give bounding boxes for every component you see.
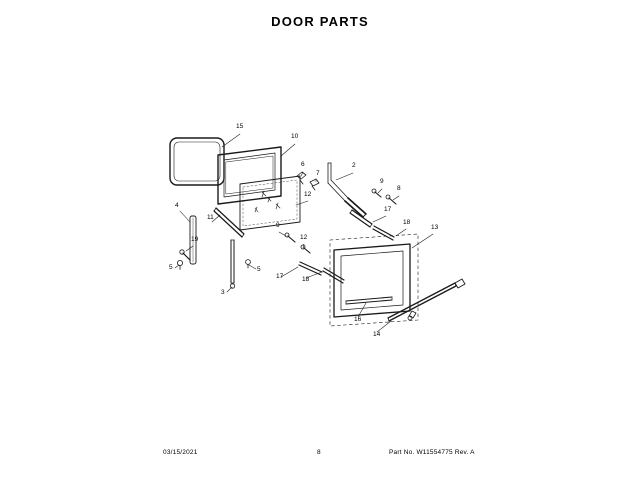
callout-15: 15 bbox=[236, 123, 244, 130]
callout-5-right: 5 bbox=[257, 266, 261, 273]
callout-19: 19 bbox=[191, 236, 199, 243]
callout-16: 16 bbox=[354, 316, 362, 323]
part-18-hinge-arm-upper bbox=[373, 226, 394, 240]
part-2-handle-rod bbox=[328, 163, 366, 217]
callout-17-top: 17 bbox=[384, 206, 392, 213]
callout-4: 4 bbox=[175, 202, 179, 209]
callout-7: 7 bbox=[316, 170, 320, 177]
callout-11: 11 bbox=[207, 214, 214, 221]
part-3-vertical-rod bbox=[230, 240, 234, 288]
callout-2: 2 bbox=[352, 162, 356, 169]
part-14-lower-bar bbox=[388, 279, 465, 321]
part-7-clip bbox=[310, 179, 319, 190]
callout-8: 8 bbox=[397, 185, 401, 192]
part-19-hinge-pin-left bbox=[180, 250, 190, 260]
callout-18-top: 18 bbox=[403, 219, 411, 226]
callout-18-bottom: 18 bbox=[302, 276, 310, 283]
part-6-clip bbox=[297, 172, 306, 184]
part-5-screw-left bbox=[177, 260, 182, 269]
footer-date: 03/15/2021 bbox=[163, 449, 198, 456]
callout-14: 14 bbox=[373, 331, 381, 338]
part-12-fastener-lower bbox=[301, 245, 310, 253]
part-16-lower-trim bbox=[346, 297, 392, 304]
part-5-screw-right bbox=[246, 260, 251, 268]
page-title: DOOR PARTS bbox=[271, 14, 369, 29]
callout-5-left: 5 bbox=[169, 264, 173, 271]
part-15-outer-panel bbox=[170, 138, 224, 185]
part-17-hinge-arm-upper bbox=[350, 210, 372, 227]
part-10-door-frame bbox=[218, 147, 281, 204]
callout-12-bottom: 12 bbox=[300, 234, 308, 241]
callout-17-bottom: 17 bbox=[276, 273, 284, 280]
part-11-gasket-strip bbox=[214, 208, 244, 237]
callout-9-top: 9 bbox=[380, 178, 384, 185]
footer-part-number: Part No. W11554775 Rev. A bbox=[389, 449, 475, 456]
part-9-fastener-upper bbox=[372, 189, 381, 197]
footer-page-number: 8 bbox=[317, 449, 321, 456]
callout-10: 10 bbox=[291, 133, 299, 140]
callout-9-bottom: 9 bbox=[276, 222, 280, 229]
callout-6: 6 bbox=[301, 161, 305, 168]
callout-3: 3 bbox=[221, 289, 225, 296]
part-9-fastener-lower bbox=[285, 233, 295, 242]
part-13-inner-liner bbox=[334, 244, 410, 317]
callout-12-top: 12 bbox=[304, 191, 312, 198]
part-12-glass-panel bbox=[240, 176, 300, 230]
callout-13: 13 bbox=[431, 224, 439, 231]
part-8-fastener-upper bbox=[386, 195, 396, 204]
